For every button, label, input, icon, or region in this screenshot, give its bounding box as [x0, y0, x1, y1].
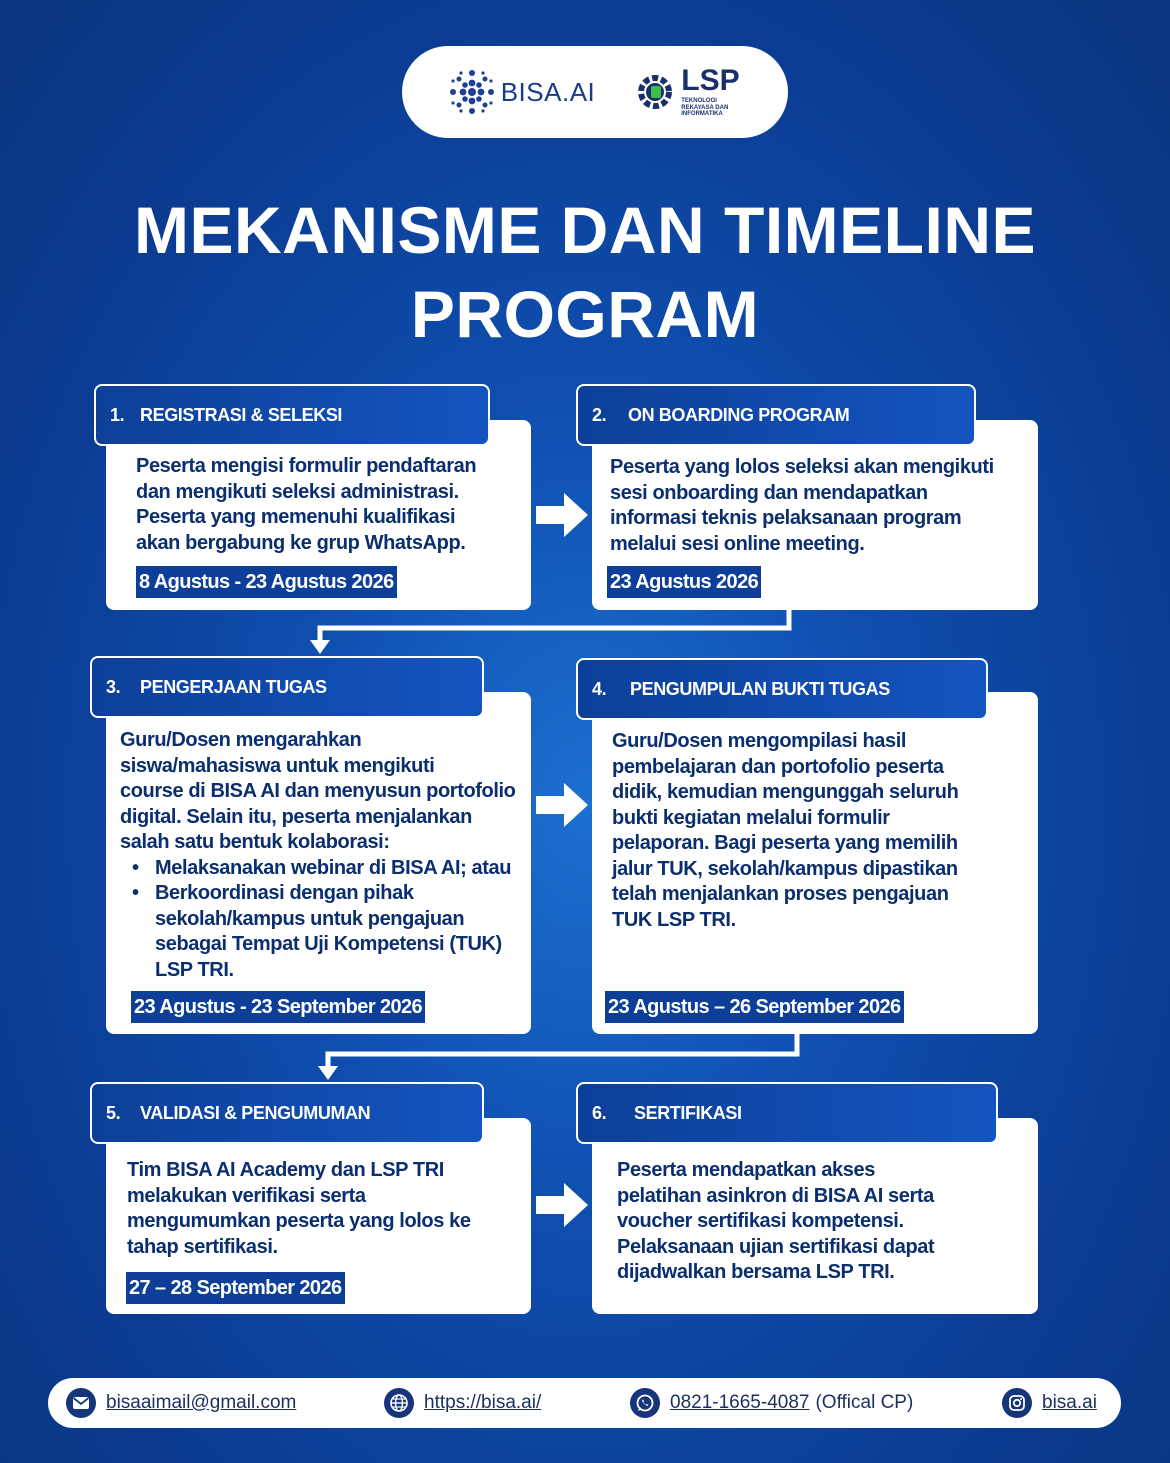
step-tab-5	[90, 1082, 484, 1144]
phone-link[interactable]: 0821-1665-4087	[670, 1392, 810, 1413]
list-item	[120, 881, 530, 983]
bisa-logo	[447, 67, 596, 117]
step-title: SERTIFIKASI	[634, 1102, 742, 1123]
step-description	[120, 728, 530, 983]
text-line: Tim BISA AI Academy dan LSP TRI	[127, 1159, 444, 1181]
lsp-logo-text: LSP	[681, 63, 740, 97]
text-line: telah menjalankan proses pengajuan	[612, 883, 949, 905]
step-title: PENGERJAAN TUGAS	[140, 676, 327, 697]
text-line: TUK LSP TRI.	[612, 908, 736, 931]
text-line: sebagai Tempat Uji Kompetensi (TUK)	[155, 933, 502, 955]
text-line: course di BISA AI dan menyusun portofolio	[120, 780, 516, 802]
arrow-down-icon	[305, 608, 795, 658]
text-line: • Berkoordinasi dengan pihak	[155, 882, 414, 904]
step-description	[127, 1158, 527, 1260]
step-date-1: 8 Agustus - 23 Agustus 2026	[136, 566, 397, 598]
step-tab-6	[576, 1082, 998, 1144]
page-title-line2: PROGRAM	[410, 277, 760, 351]
step-tab-4	[576, 658, 988, 720]
text-line: Peserta mendapatkan akses	[617, 1159, 875, 1181]
text-line: didik, kemudian mengunggah seluruh	[612, 781, 959, 803]
step-description	[610, 455, 1030, 557]
bisa-logo-text: BISA.AI	[500, 76, 596, 107]
text-line: Guru/Dosen mengarahkan	[120, 729, 362, 751]
text-line: tahap sertifikasi.	[127, 1235, 278, 1258]
text-line: melalui sesi online meeting.	[610, 532, 865, 555]
text-line: voucher sertifikasi kompetensi.	[617, 1210, 904, 1232]
step-description	[136, 454, 526, 556]
step-tab-2	[576, 384, 976, 446]
phone-note: (Offical CP)	[815, 1392, 914, 1413]
text-line: LSP TRI.	[155, 958, 234, 981]
step-number: 4.	[592, 678, 607, 699]
contact-email	[66, 1378, 296, 1428]
contact-website	[384, 1378, 541, 1428]
step-number: 5.	[106, 1102, 121, 1123]
step-title: VALIDASI & PENGUMUMAN	[140, 1102, 371, 1123]
text-line: dijadwalkan bersama LSP TRI.	[617, 1261, 895, 1283]
list-item	[120, 856, 530, 882]
step-title: PENGUMPULAN BUKTI TUGAS	[630, 678, 890, 699]
text-line: jalur TUK, sekolah/kampus dipastikan	[612, 857, 958, 880]
contact-phone	[630, 1378, 913, 1428]
instagram-link[interactable]: bisa.ai	[1042, 1392, 1097, 1413]
arrow-right-icon	[534, 780, 590, 830]
text-line: Peserta mengisi formulir pendaftaran	[136, 455, 477, 477]
text-line: pelaporan. Bagi peserta yang memilih	[612, 832, 958, 854]
text-line: melakukan verifikasi serta	[127, 1184, 366, 1207]
arrow-down-icon	[313, 1032, 803, 1084]
text-line: mengumumkan peserta yang lolos ke	[127, 1210, 471, 1232]
partner-logos	[402, 46, 788, 138]
instagram-icon	[1002, 1388, 1032, 1418]
step-date-4: 23 Agustus – 26 September 2026	[605, 991, 904, 1023]
step-number: 2.	[592, 404, 607, 425]
lsp-logo-subtitle: TEKNOLOGI REKAYASA DAN INFORMATIKA	[681, 97, 729, 118]
whatsapp-icon	[630, 1388, 660, 1418]
text-line: informasi teknis pelaksanaan program	[610, 507, 962, 529]
text-line: salah satu bentuk kolaborasi:	[120, 831, 390, 853]
text-line: siswa/mahasiswa untuk mengikuti	[120, 754, 435, 777]
step-date-2: 23 Agustus 2026	[607, 566, 761, 598]
text-line: dan mengikuti seleksi administrasi.	[136, 480, 459, 503]
text-line: pembelajaran dan portofolio peserta	[612, 755, 944, 778]
contact-footer	[48, 1378, 1121, 1428]
lsp-logo	[635, 63, 743, 119]
step-number: 3.	[106, 676, 121, 697]
step-title: ON BOARDING PROGRAM	[628, 404, 850, 425]
globe-icon	[384, 1388, 414, 1418]
text-line: Peserta yang memenuhi kualifikasi	[136, 506, 456, 528]
text-line: digital. Selain itu, peserta menjalankan	[120, 805, 472, 828]
collaboration-list	[120, 856, 530, 984]
text-line: sekolah/kampus untuk pengajuan	[155, 907, 465, 930]
step-number: 1.	[110, 404, 125, 425]
lsp-gear-icon	[635, 72, 675, 112]
contact-instagram	[1002, 1378, 1097, 1428]
mail-icon	[66, 1388, 96, 1418]
step-description	[612, 729, 1032, 933]
page-title-line1: MEKANISME DAN TIMELINE	[134, 193, 1036, 267]
text-line: Peserta yang lolos seleksi akan mengikuti	[610, 456, 994, 478]
text-line: akan bergabung ke grup WhatsApp.	[136, 531, 466, 554]
arrow-right-icon	[534, 1180, 590, 1230]
text-line: pelatihan asinkron di BISA AI serta	[617, 1184, 934, 1207]
text-line: Guru/Dosen mengompilasi hasil	[612, 730, 907, 752]
text-line: sesi onboarding dan mendapatkan	[610, 481, 928, 504]
text-line: Pelaksanaan ujian sertifikasi dapat	[617, 1235, 935, 1258]
step-title: REGISTRASI & SELEKSI	[140, 404, 343, 425]
step-date-5: 27 – 28 September 2026	[126, 1272, 345, 1304]
arrow-right-icon	[534, 490, 590, 540]
text-line: • Melaksanakan webinar di BISA AI; atau	[155, 856, 512, 879]
step-tab-3	[90, 656, 484, 718]
step-description	[617, 1158, 1032, 1286]
email-link[interactable]: bisaaimail@gmail.com	[106, 1392, 297, 1413]
bisa-logo-icon	[447, 67, 497, 117]
step-tab-1	[94, 384, 490, 446]
website-link[interactable]: https://bisa.ai/	[424, 1392, 542, 1413]
step-date-3: 23 Agustus - 23 September 2026	[131, 991, 425, 1023]
step-number: 6.	[592, 1102, 607, 1123]
text-line: bukti kegiatan melalui formulir	[612, 806, 890, 829]
